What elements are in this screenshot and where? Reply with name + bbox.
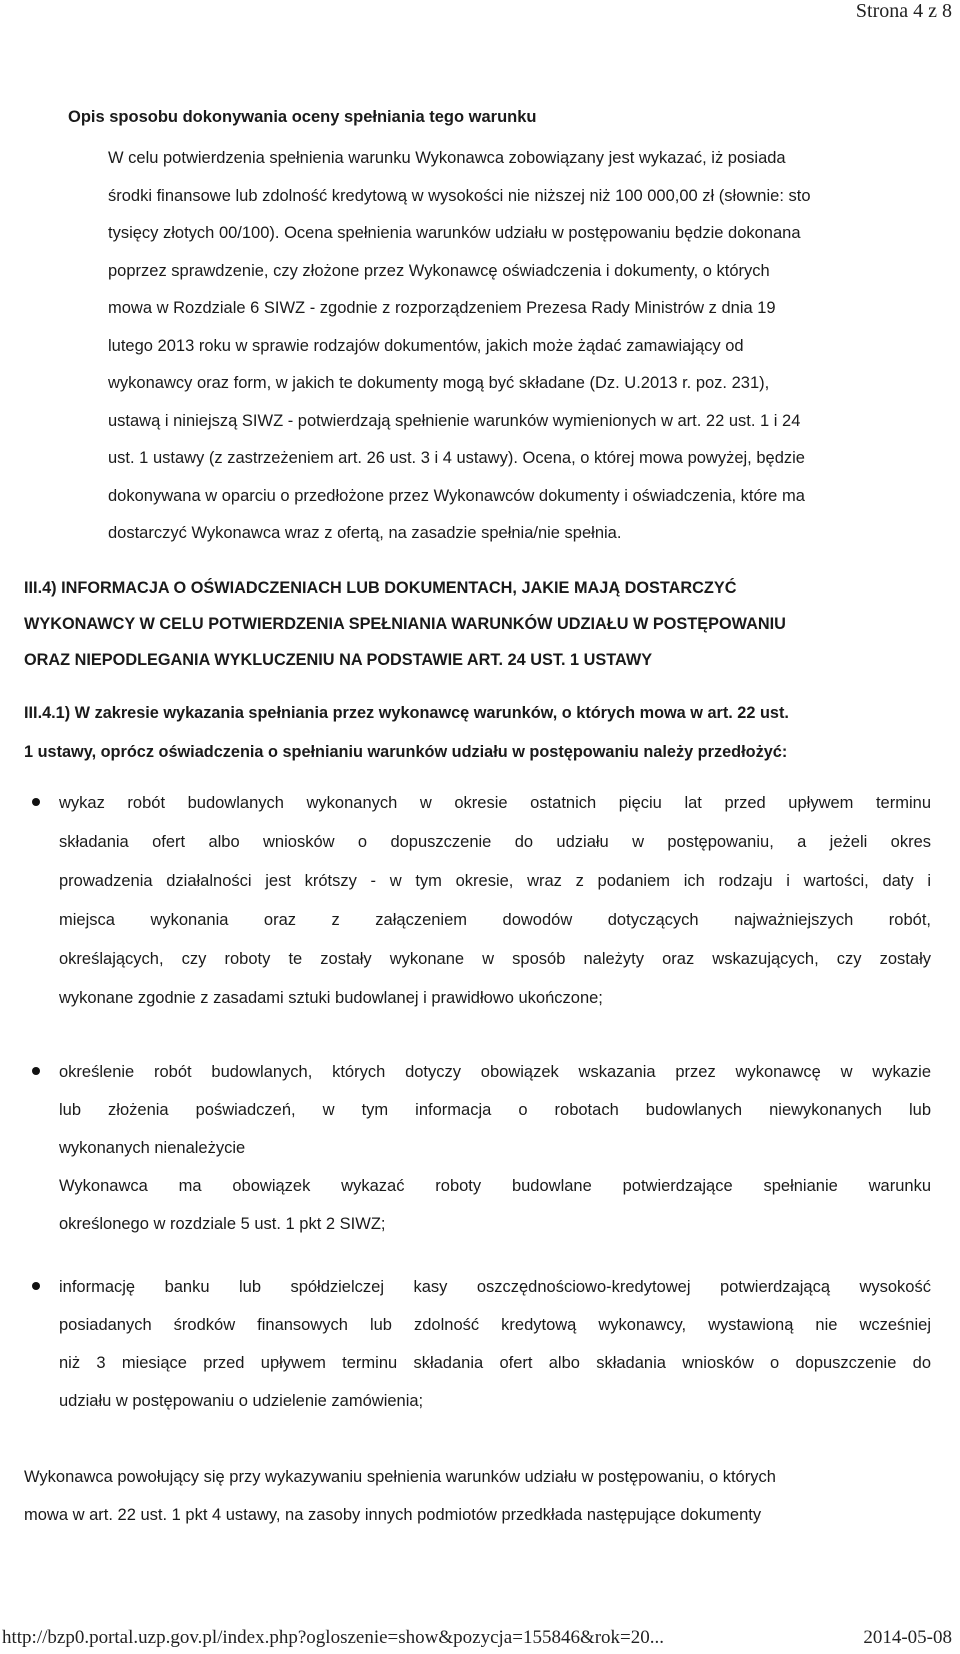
section-iii41-line: 1 ustawy, oprócz oświadczenia o spełnianiu warunków udziału w postępowaniu należy przedłożyć:	[24, 743, 788, 761]
footer-url-link[interactable]: http://bzp0.portal.uzp.gov.pl/index.php?ogloszenie=show&pozycja=155846&rok=20...	[2, 1627, 665, 1648]
closing-paragraph-line: Wykonawca powołujący się przy wykazywaniu spełnienia warunków udziału w postępowaniu, o których	[24, 1468, 776, 1486]
paragraph-1-line: dostarczyć Wykonawca wraz z ofertą, na zasadzie spełnia/nie spełnia.	[108, 524, 622, 542]
bullet-item-line: określonego w rozdziale 5 ust. 1 pkt 2 SIWZ;	[59, 1215, 386, 1233]
bullet-item-line: wykaz robót budowlanych wykonanych w okresie ostatnich pięciu lat przed upływem terminu	[59, 794, 931, 812]
footer-date: 2014-05-08	[863, 1627, 952, 1648]
bullet-item-3	[59, 1268, 931, 1420]
paragraph-1-line: środki finansowe lub zdolność kredytową w wysokości nie niższej niż 100 000,00 zł (słownie: sto	[108, 186, 811, 205]
paragraph-1-line: tysięcy złotych 00/100). Ocena spełnienia warunków udziału w postępowaniu będzie dokonana	[108, 224, 801, 242]
bullet-item-1	[59, 784, 931, 1018]
bullet-item-line: wykonane zgodnie z zasadami sztuki budowlanej i prawidłowo ukończone;	[59, 989, 603, 1007]
bullet-item-line: prowadzenia działalności jest krótszy - w tym okresie, wraz z podaniem ich rodzaju i wartości, daty i	[59, 872, 931, 890]
page-header: Strona 4 z 8	[855, 0, 952, 22]
bullet-item-line: udziału w postępowaniu o udzielenie zamówienia;	[59, 1392, 424, 1410]
bullet-item-line: posiadanych środków finansowych lub zdolność kredytową wykonawcy, wystawioną nie wcześniej	[59, 1316, 931, 1334]
paragraph-1-line: wykonawcy oraz form, w jakich te dokumenty mogą być składane (Dz. U.2013 r. poz. 231),	[108, 374, 770, 392]
bullet-item-line: określenie robót budowlanych, których dotyczy obowiązek wskazania przez wykonawcę w wykazie	[59, 1063, 931, 1081]
bullet-icon	[32, 1067, 40, 1075]
bullet-item-line: określających, czy roboty te zostały wykonane w sposób należyty oraz wskazujących, czy zostały	[59, 950, 931, 968]
bullet-icon	[32, 1282, 40, 1290]
bullet-item-line: lub złożenia poświadczeń, w tym informacja o robotach budowlanych niewykonanych lub	[59, 1101, 931, 1119]
section-iii4-line: III.4) INFORMACJA O OŚWIADCZENIACH LUB DOKUMENTACH, JAKIE MAJĄ DOSTARCZYĆ	[24, 579, 737, 597]
closing-paragraph-line: mowa w art. 22 ust. 1 pkt 4 ustawy, na zasoby innych podmiotów przedkłada następujące dokumenty	[24, 1506, 762, 1524]
paragraph-1-line: ust. 1 ustawy (z zastrzeżeniem art. 26 ust. 3 i 4 ustawy). Ocena, o której mowa powyżej, będzie	[108, 449, 805, 467]
bullet-item-line: informację banku lub spółdzielczej kasy oszczędnościowo-kredytowej potwierdzającą wysokość	[59, 1278, 931, 1296]
bullet-item-line: niż 3 miesiące przed upływem terminu składania ofert albo składania wniosków o dopuszczenie do	[59, 1354, 931, 1372]
paragraph-1-line: dokonywana w oparciu o przedłożone przez Wykonawców dokumenty i oświadczenia, które ma	[108, 486, 805, 505]
page-footer	[0, 1627, 960, 1654]
bullet-item-line: Wykonawca ma obowiązek wykazać roboty budowlane potwierdzające spełnianie warunku	[59, 1177, 931, 1195]
section-iii41-line: III.4.1) W zakresie wykazania spełniania przez wykonawcę warunków, o których mowa w art. 22 ust.	[24, 704, 789, 722]
section-iii41-heading	[24, 694, 789, 772]
paragraph-1-line: poprzez sprawdzenie, czy złożone przez Wykonawcę oświadczenia i dokumenty, o których	[108, 261, 770, 280]
section-iii4-line: WYKONAWCY W CELU POTWIERDZENIA SPEŁNIANIA WARUNKÓW UDZIAŁU W POSTĘPOWANIU	[24, 615, 786, 633]
closing-paragraph	[24, 1458, 776, 1534]
paragraph-1-line: mowa w Rozdziale 6 SIWZ - zgodnie z rozporządzeniem Prezesa Rady Ministrów z dnia 19	[108, 299, 776, 317]
bullet-item-line: składania ofert albo wniosków o dopuszczenie do udziału w postępowaniu, a jeżeli okres	[59, 833, 931, 851]
bullet-item-2	[59, 1053, 931, 1243]
bullet-icon	[32, 798, 40, 806]
section-iii4-line: ORAZ NIEPODLEGANIA WYKLUCZENIU NA PODSTAWIE ART. 24 UST. 1 USTAWY	[24, 651, 653, 669]
bullet-item-line: miejsca wykonania oraz z załączeniem dowodów dotyczących najważniejszych robót,	[59, 911, 931, 929]
section-iii4-heading	[24, 570, 786, 678]
paragraph-1-line: ustawą i niniejszą SIWZ - potwierdzają spełnienie warunków wymienionych w art. 22 ust. 1 i 24	[108, 411, 801, 430]
paragraph-1-line: lutego 2013 roku w sprawie rodzajów dokumentów, jakich może żądać zamawiający od	[108, 336, 744, 355]
section-heading: Opis sposobu dokonywania oceny spełniania tego warunku	[68, 108, 537, 126]
bullet-item-line: wykonanych nienależycie	[59, 1139, 246, 1157]
paragraph-1	[108, 140, 811, 553]
paragraph-1-line: W celu potwierdzenia spełnienia warunku Wykonawca zobowiązany jest wykazać, iż posiada	[108, 149, 786, 167]
